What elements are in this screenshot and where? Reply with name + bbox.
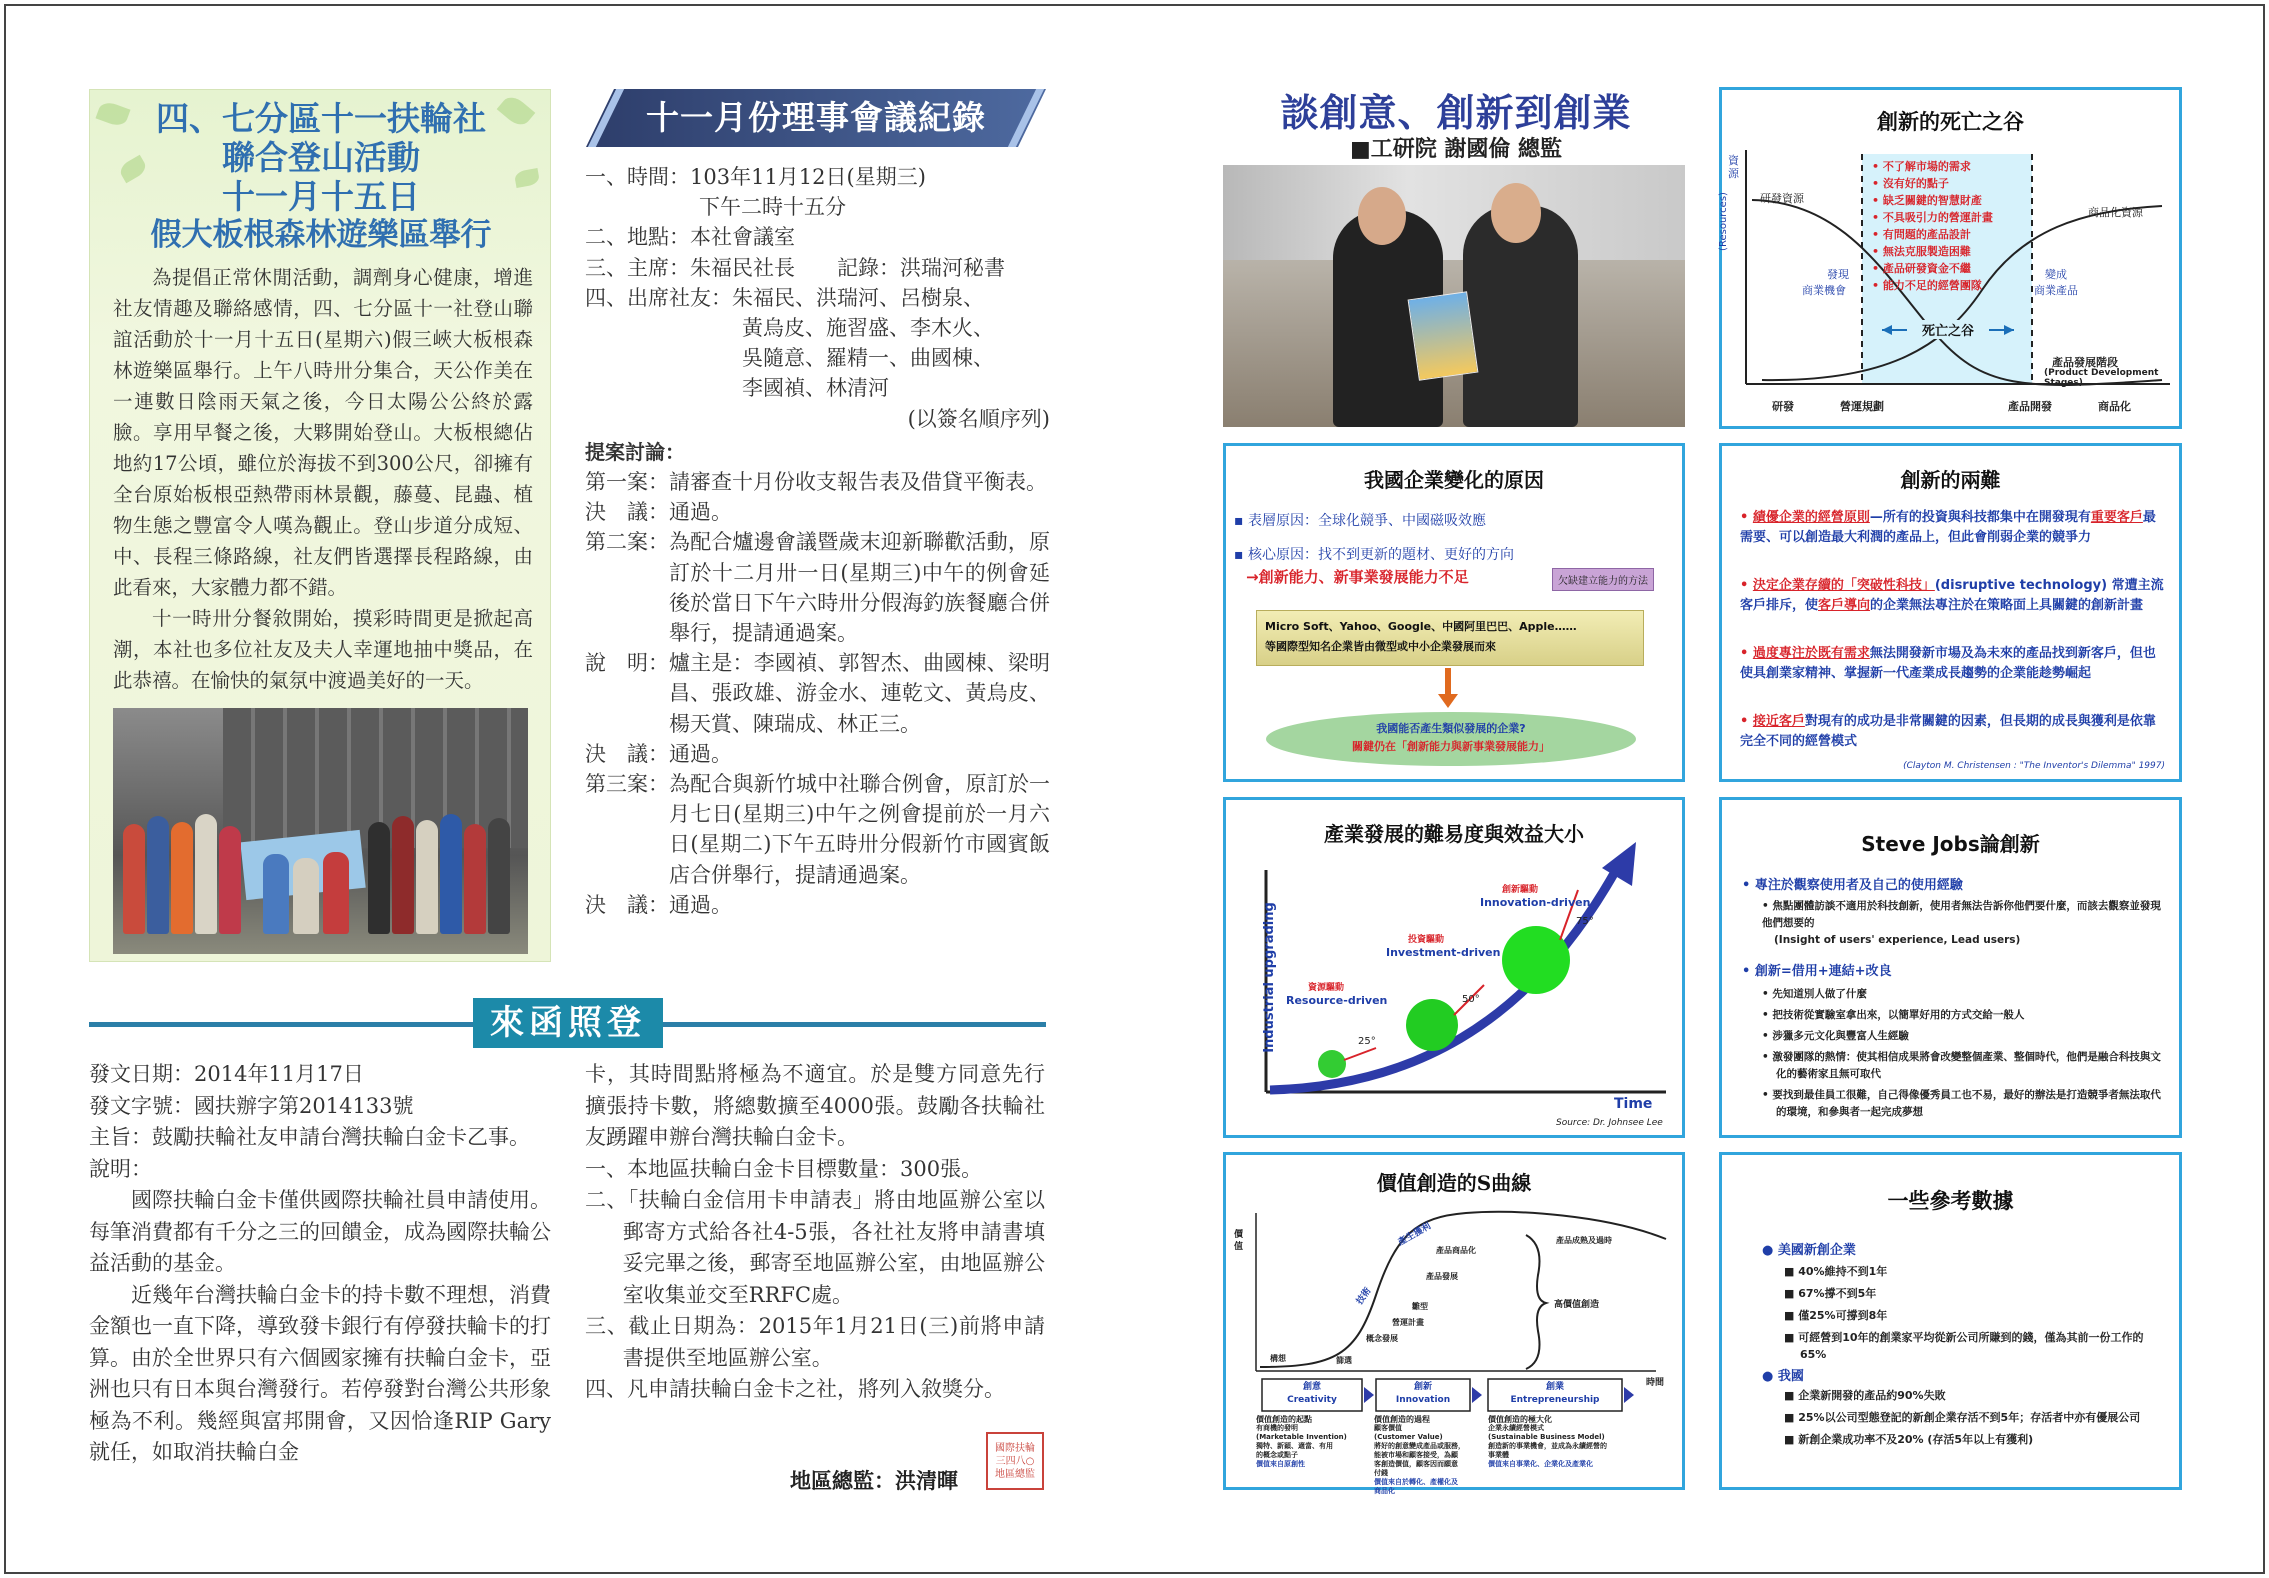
data-point-text: 可經營到10年的創業家平均從新公司所賺到的錢，僅為其前一份工作的65% [1798, 1331, 2144, 1361]
proposal-label: 說 明： [585, 651, 669, 676]
y-axis-label: Industrial upgrading [1261, 902, 1277, 1053]
business-opportunity-label: 商業機會 [1802, 284, 1846, 297]
note-line: 有商機的發明 [1256, 1424, 1298, 1432]
hiking-article [89, 89, 551, 962]
slide-title: 創新的兩難 [1900, 468, 2001, 492]
method-tag: 欠缺建立能力的方法 [1552, 568, 1654, 591]
valley-of-death-label: 死亡之谷 [1907, 320, 1989, 339]
proposal-label: 第二案： [585, 530, 669, 555]
letter-paragraph: 國際扶輪白金卡僅供國際扶輪社員申請使用。每筆消費都有千分之三的回饋金，成為國際扶輪公益活動的基金。 [89, 1188, 551, 1275]
heading-text: 創新=借用+連結+改良 [1754, 964, 1892, 979]
jobs-heading-1: • 專注於觀察使用者及自己的使用經驗 [1742, 878, 1963, 893]
proposal-item [585, 497, 1050, 527]
bullet-text: 表層原因：全球化競爭、中國磁吸效應 [1247, 513, 1486, 529]
letter-paragraph: 近幾年台灣扶輪白金卡的持卡數不理想，消費金額也一直下降，導致發卡銀行有停發扶輪卡的打算。由於全世界只有六個國家擁有扶輪白金卡，亞洲也只有日本與台灣發行。若停發對台灣公共形象極為不利。幾經與富邦開會，又因恰逢RIP Gary就任，如取消扶輪白金 [89, 1282, 551, 1464]
curve-label: 產品發展 [1426, 1272, 1458, 1281]
letter-left-column [89, 1059, 551, 1469]
failure-reason-text: 缺乏關鍵的智慧財產 [1882, 194, 1982, 207]
jobs-point: • 焦點團體訪談不適用於科技創新，使用者無法告訴你他們要什麼，而該去觀察並發現他們想要的 (Insight of users' experience, Lead users) [1762, 900, 2161, 946]
note-line: 價值創造的過程 [1374, 1415, 1430, 1424]
data-point-text: 新創企業成功率不及20% (存活5年以上有獲利) [1798, 1433, 2034, 1446]
point-text: 把技術從實驗室拿出來，以簡單好用的方式交給一般人 [1772, 1009, 2025, 1021]
capability-gap-text: →創新能力、新事業發展能力不足 [1246, 568, 1469, 586]
slide-enterprise-change [1223, 443, 1685, 782]
proposals-title: 提案討論： [585, 439, 685, 464]
stage-label: 研發 [1772, 400, 1794, 413]
data-point: ■ 僅25%可撐到8年 [1784, 1309, 1888, 1322]
letter-reference: 發文字號：國扶辦字第2014133號 [89, 1093, 414, 1118]
ellipse-line: 關鍵仍在「創新能力與新事業發展能力」 [1352, 740, 1550, 753]
data-point: ■ 企業新開發的產品約90%失敗 [1784, 1389, 1946, 1402]
governor-signature: 地區總監：洪清暉 [790, 1469, 958, 1493]
bullet-surface-reason: ▪ 表層原因：全球化競爭、中國磁吸效應 [1234, 513, 1486, 529]
curve-label: 篩選 [1336, 1356, 1352, 1365]
photo-person [323, 852, 349, 934]
failure-reason: • 有問題的產品設計 [1872, 228, 1971, 241]
curve-label: 營運計畫 [1392, 1318, 1424, 1327]
proposal-item [585, 890, 1050, 920]
slide-industrial-upgrading [1223, 797, 1685, 1138]
taiwan-list [1784, 1387, 2164, 1453]
proposal-item [585, 527, 1050, 648]
note-line: (Customer Value) [1374, 1433, 1443, 1441]
note-line: (Marketable Invention) [1256, 1433, 1347, 1441]
hiking-title-line: 假大板根森林遊樂區舉行 [150, 216, 492, 253]
point-text: 涉獵多元文化與豐富人生經驗 [1772, 1030, 1909, 1042]
proposal-text: 請審查十月份收支報告表及借貸平衡表。 [669, 470, 1047, 495]
body-text: 對現有的成功是非常關鍵的因素，但長期的成長與獲利是依靠完全不同的經營模式 [1740, 714, 2156, 749]
curve-label: 高價值創造 [1554, 1300, 1600, 1310]
become-label: 變成 [2045, 268, 2067, 281]
slide-innovators-dilemma [1719, 443, 2182, 782]
jobs-point: • 把技術從實驗室拿出來，以簡單好用的方式交給一般人 [1762, 1009, 2025, 1021]
proposal-label: 決 議： [585, 741, 669, 766]
letter-list-item: 四、凡申請扶輪白金卡之社，將列入敘獎分。 [585, 1377, 1005, 1401]
letter-subject: 主旨：鼓勵扶輪社友申請台灣扶輪白金卡乙事。 [89, 1125, 530, 1149]
jobs-heading-2: • 創新=借用+連結+改良 [1742, 964, 1892, 979]
body-text: (disruptive technology) 常遭主流客戶排斥，使 [1740, 578, 2164, 613]
box-zh: 創業 [1545, 1382, 1564, 1392]
commercial-resources-label: 商品化資源 [2088, 206, 2143, 219]
investment-circle [1406, 999, 1458, 1051]
photo-person [171, 822, 193, 934]
x-axis-label: 時間 [1646, 1378, 1665, 1388]
data-point-text: 僅25%可撐到8年 [1798, 1309, 1888, 1322]
failure-reason: • 不了解市場的需求 [1872, 160, 1971, 173]
failure-reason: • 能力不足的經營團隊 [1872, 279, 1982, 292]
data-point-text: 40%維持不到1年 [1798, 1265, 1888, 1278]
failure-reason-text: 無法克服製造困難 [1882, 245, 1971, 258]
letter-list-item: 一、本地區扶輪白金卡目標數量：300張。 [585, 1156, 983, 1181]
failure-reasons-list [1872, 158, 2032, 294]
note-line: 獨特、新穎、適當、有用 [1256, 1442, 1333, 1450]
seal-text: 國際扶輪三四八○地區總監 [995, 1442, 1035, 1480]
failure-reason: • 缺乏關鍵的智慧財產 [1872, 194, 1982, 207]
highlight-text: 接近客戶 [1752, 714, 1805, 729]
stage-label: 商品化 [2098, 400, 2131, 413]
dilemma-point-1: • 績優企業的經營原則—所有的投資與科技都集中在開發現有重要客戶最需要、可以創造最大利潤的產品上，但此會削弱企業的競爭力 [1740, 510, 2156, 545]
note-line: 企業永續經營模式 [1488, 1424, 1544, 1432]
point-text: 激發團隊的熱情：使其相信成果將會改變整個產業、整個時代，他們是融合科技與文化的藝術家且無可取代 [1772, 1051, 2161, 1080]
failure-reason-text: 產品研發資金不繼 [1882, 262, 1971, 275]
data-point-text: 25%以公司型態登記的新創企業存活不到5年；存活者中亦有優展公司 [1798, 1411, 2141, 1424]
curve-label: 產品商品化 [1436, 1246, 1476, 1255]
proposal-text: 通過。 [669, 741, 732, 766]
failure-reason-text: 不了解市場的需求 [1882, 160, 1971, 173]
highlight-text: 客戶導向 [1818, 598, 1871, 613]
photo-person [464, 824, 486, 934]
note-line: 能被市場和顧客接受，為顧 [1374, 1451, 1458, 1459]
attendees-line: 朱福民、洪瑞河、呂樹泉、 [732, 285, 984, 310]
highlight-text: 重要客戶 [2090, 510, 2143, 525]
body-text: 的企業無法專注於在策略面上具關鍵的創新計畫 [1870, 598, 2144, 613]
us-startups-heading: ● 美國新創企業 [1762, 1243, 1856, 1258]
letter-paragraph: 卡，其時間點將極為不適宜。於是雙方同意先行擴張持卡數，將總數擴至4000張。鼓勵各扶輪社友踴躍申辦台灣扶輪白金卡。 [585, 1062, 1045, 1149]
hiking-body [113, 262, 533, 696]
ellipse-line: 我國能否產生類似發展的企業? [1376, 722, 1526, 735]
jobs-point: • 先知道別人做了什麼 [1762, 988, 1867, 1000]
point-text-en: (Insight of users' experience, Lead users) [1774, 934, 2021, 946]
slide-s-curve [1223, 1152, 1685, 1495]
slide-title: 創新的死亡之谷 [1877, 109, 2024, 134]
proposal-list [585, 467, 1050, 920]
proposal-item [585, 769, 1050, 890]
data-point: ■ 40%維持不到1年 [1784, 1265, 1888, 1278]
note-line: 事業體 [1488, 1451, 1509, 1459]
time-value: 103年11月12日(星期三) [690, 165, 926, 189]
photo-person [440, 814, 462, 934]
chair-value: 朱福民社長 記錄：洪瑞河秘書 [690, 255, 1005, 280]
highlight-text: 績優企業的經營原則 [1752, 510, 1870, 525]
note-line: 顧客價值 [1374, 1424, 1402, 1432]
stage-box-innovation [1376, 1381, 1470, 1407]
stage-angle: 25° [1358, 1036, 1376, 1047]
curve-label: 產品成熟及過時 [1556, 1236, 1612, 1245]
y-axis-label: 資源 [1728, 154, 1739, 180]
innovation-notes [1374, 1415, 1484, 1496]
upgrading-diagram [1226, 800, 1682, 1135]
failure-reason-text: 不具吸引力的營運計畫 [1882, 211, 1993, 224]
heading-text: 專注於觀察使用者及自己的使用經驗 [1754, 878, 1963, 893]
letter-list-item: 三、截止日期為：2015年1月21日(三)前將申請書提供至地區辦公室。 [585, 1314, 1045, 1370]
box-line: Micro Soft、Yahoo、Google、中國阿里巴巴、Apple…… [1265, 620, 1577, 633]
photo-person [368, 822, 390, 934]
photo-person [392, 816, 414, 934]
note-line: (Sustainable Business Model) [1488, 1433, 1605, 1441]
time-value-2: 下午二時十五分 [699, 195, 846, 220]
stage-zh: 創新驅動 [1502, 885, 1539, 895]
speaker-photo [1223, 165, 1685, 427]
proposal-label: 第一案： [585, 470, 669, 495]
curve-label: 雛型 [1412, 1302, 1428, 1311]
box-zh: 創新 [1413, 1382, 1432, 1392]
dilemma-point-4: • 接近客戶對現有的成功是非常關鍵的因素，但長期的成長與獲利是依靠完全不同的經營模式 [1740, 714, 2156, 749]
slide-title: 產業發展的難易度與效益大小 [1324, 822, 1584, 846]
place-label: 二、地點： [585, 225, 690, 250]
dilemma-point-3: • 過度專注於既有需求無法開發新市場及為未來的產品找到新客戶，但也使具創業家精神、掌握新一代產業成長趨勢的企業能趁勢崛起 [1740, 646, 2156, 681]
failure-reason-text: 能力不足的經營團隊 [1882, 279, 1982, 292]
attendees-note: (以簽名順序列) [907, 406, 1050, 431]
dilemma-point-2: • 決定企業存續的「突破性科技」(disruptive technology) 常遭主流客戶排斥，使客戶導向的企業無法專注於在策略面上具關鍵的創新計畫 [1740, 578, 2164, 613]
curve-label: 產生獲利 [1396, 1221, 1433, 1249]
proposal-text: 通過。 [669, 892, 732, 917]
governor-seal [986, 1432, 1044, 1490]
box-en: Entrepreneurship [1510, 1395, 1600, 1405]
jobs-point: • 涉獵多元文化與豐富人生經驗 [1762, 1030, 1909, 1042]
data-point-text: 企業新開發的產品約90%失敗 [1798, 1389, 1946, 1402]
data-point: ■ 可經營到10年的創業家平均從新公司所賺到的錢，僅為其前一份工作的65% [1784, 1331, 2144, 1361]
slide-title: 價值創造的S曲線 [1376, 1171, 1532, 1195]
hiking-title-line: 十一月十五日 [222, 176, 420, 216]
body-text: —所有的投資與科技都集中在開發現有 [1869, 510, 2091, 525]
note-line: 客創造價值，顧客因而願意 [1374, 1460, 1458, 1468]
taiwan-heading: ● 我國 [1762, 1369, 1804, 1384]
hiking-paragraph: 十一時卅分餐敘開始，摸彩時間更是掀起高潮，本社也多位社友及夫人幸運地抽中獎品，在此恭禧。在愉快的氣氛中渡過美好的一天。 [113, 607, 533, 692]
attendees-line: 吳隨意、羅精一、曲國棟、 [742, 346, 994, 371]
body-text: 最需要、可以創造最大利潤的產品上，但此會削弱企業的競爭力 [1740, 510, 2156, 545]
failure-reason-text: 有問題的產品設計 [1882, 228, 1971, 241]
stage-box-entrepreneurship [1488, 1381, 1622, 1407]
failure-reason: • 產品研發資金不繼 [1872, 262, 1971, 275]
slide-title: 我國企業變化的原因 [1364, 468, 1544, 492]
letter-section-title: 來函照登 [473, 998, 663, 1048]
point-text: 焦點團體訪談不適用於科技創新，使用者無法告訴你他們要什麼，而該去觀察並發現他們想要的 [1762, 900, 2161, 929]
note-line: 的概念或點子 [1256, 1451, 1298, 1459]
note-line: 價值創造的極大化 [1488, 1415, 1552, 1424]
x-axis-label: 產品發展階段 [2052, 356, 2118, 369]
proposal-text: 通過。 [669, 500, 732, 525]
source-note: Source: Dr. Johnsee Lee [1556, 1118, 1663, 1128]
research-resources-label: 研發資源 [1760, 192, 1804, 205]
heading-text: 美國新創企業 [1777, 1243, 1856, 1258]
photo-person [263, 854, 289, 934]
hiking-title-line: 聯合登山活動 [222, 137, 420, 177]
stage-box-creativity [1262, 1381, 1362, 1407]
failure-reason: • 無法克服製造困難 [1872, 245, 1971, 258]
hiking-title-line: 四、七分區十一扶輪社 [156, 99, 486, 138]
letter-explain-label: 說明： [89, 1156, 152, 1181]
brace [1526, 1235, 1546, 1369]
note-line: 價值創造的起點 [1256, 1415, 1312, 1424]
proposal-item [585, 648, 1050, 739]
photo-person [195, 814, 217, 934]
board-meeting-minutes [585, 162, 1050, 920]
photo-person [488, 818, 510, 934]
photo-person [123, 824, 145, 934]
commercial-product-label: 商業產品 [2034, 284, 2078, 297]
bullet-core-reason: ▪ 核心原因：找不到更新的題材、更好的方向 [1234, 547, 1514, 563]
box-zh: 創意 [1302, 1382, 1321, 1392]
point-text: 要找到最佳員工很難，自己得像優秀員工也不易，最好的辦法是打造競爭者無法取代的環境，和參與者一起完成夢想 [1772, 1089, 2161, 1118]
resource-circle [1318, 1050, 1346, 1078]
note-line: 商品化 [1374, 1487, 1395, 1495]
proposal-label: 第三案： [585, 772, 669, 797]
x-axis-label-en: (Product Development Stages) [2044, 368, 2159, 388]
article-title: 談創意、創新到創業 [1280, 91, 1632, 135]
stage-angle: 75° [1576, 916, 1594, 927]
entrepreneurship-notes [1488, 1415, 1658, 1469]
note-line: 價值來自事業化、企業化及產業化 [1488, 1460, 1593, 1468]
data-point-text: 67%撐不到5年 [1798, 1287, 1877, 1300]
attendees-line: 李國禎、林清河 [742, 376, 889, 401]
stage-en: Resource-driven [1286, 994, 1388, 1007]
photo-person [219, 826, 241, 934]
data-point: ■ 67%撐不到5年 [1784, 1287, 1877, 1300]
photo-person [416, 820, 438, 934]
attendees-line: 黃烏皮、施習盛、李木火、 [742, 316, 994, 341]
photo-person [293, 858, 319, 934]
stage-en: Innovation-driven [1480, 896, 1591, 909]
x-axis-label: Time [1614, 1096, 1653, 1112]
us-startups-list [1784, 1263, 2164, 1368]
hiking-paragraph: 為提倡正常休閒活動，調劑身心健康，增進社友情趣及聯絡感情，四、七分區十一社登山聯誼活動於十一月十五日(星期六)假三峽大板根森林遊樂區舉行。上午八時卅分集合，天公作美在一連數日陰雨天氣之後，今日太陽公公終於露臉。享用早餐之後，大夥開始登山。大板根總佔地約17公頃，雖位於海拔不到300公尺，卻擁有全台原始板根亞熱帶雨林景觀，藤蔓、昆蟲、植物生態之豐富令人嘆為觀止。登山步道分成短、中、長程三條路線，社友們皆選擇長程路線，由此看來，大家體力都不錯。 [113, 266, 533, 599]
stage-angle: 50° [1462, 994, 1480, 1005]
failure-reason: • 不具吸引力的營運計畫 [1872, 211, 1993, 224]
stage-zh: 資源驅動 [1308, 983, 1345, 993]
stage-en: Investment-driven [1386, 946, 1501, 959]
box-line: 等國際型知名企業皆由微型或中小企業發展而來 [1265, 640, 1496, 653]
innovation-circle [1502, 926, 1570, 994]
slide-steve-jobs [1719, 797, 2182, 1138]
note-line: 價值來自原創性 [1256, 1460, 1305, 1468]
data-point: ■ 新創企業成功率不及20% (存活5年以上有獲利) [1784, 1433, 2034, 1446]
curve-label: 構想 [1270, 1354, 1286, 1363]
letter-date: 發文日期：2014年11月17日 [89, 1062, 364, 1086]
slide-title: Steve Jobs論創新 [1861, 832, 2040, 856]
jobs-point: • 激發團隊的熱情：使其相信成果將會改變整個產業、整個時代，他們是融合科技與文化的藝術家且無可取代 [1762, 1051, 2161, 1080]
note-line: 價值來自於轉化、產權化及 [1374, 1478, 1458, 1486]
note-line: 付錢 [1374, 1469, 1388, 1477]
proposal-item [585, 467, 1050, 497]
box-en: Creativity [1287, 1395, 1337, 1405]
y-axis-label: 價值 [1234, 1230, 1244, 1252]
photo-person [147, 816, 169, 934]
group-photo [113, 708, 528, 954]
curve-label: 技術 [1354, 1286, 1374, 1307]
curve-label: 概念發展 [1366, 1334, 1398, 1343]
proposal-label: 決 議： [585, 500, 669, 525]
proposal-text: 為配合與新竹城中社聯合例會，原訂於一月七日(星期三)中午之例會提前於一月六日(星期二)下午五時卅分假新竹市國賓飯店合併舉行，提請通過案。 [669, 772, 1050, 887]
jobs-list [1762, 986, 2162, 1125]
minutes-banner [586, 89, 1046, 147]
key-question-ellipse [1266, 712, 1636, 766]
chair-label: 三、主席： [585, 255, 690, 280]
place-value: 本社會議室 [690, 225, 795, 250]
discover-label: 發現 [1827, 268, 1849, 281]
heading-text: 我國 [1777, 1369, 1804, 1384]
proposal-label: 決 議： [585, 892, 669, 917]
failure-reason-text: 沒有好的點子 [1882, 177, 1949, 190]
time-label: 一、時間： [585, 165, 690, 189]
data-point: ■ 25%以公司型態登記的新創企業存活不到5年；存活者中亦有優展公司 [1784, 1411, 2141, 1424]
slide-title: 一些參考數據 [1887, 1188, 2014, 1213]
point-text: 先知道別人做了什麼 [1772, 988, 1867, 1000]
note-line: 創造新的事業機會，並成為永續經營的 [1488, 1442, 1607, 1450]
y-axis-label-en: (Resources) [1717, 192, 1729, 251]
highlight-text: 過度專注於既有需求 [1752, 646, 1870, 661]
failure-reason: • 沒有好的點子 [1872, 177, 1949, 190]
article-author: ■工研院 謝國倫 總監 [1349, 137, 1563, 162]
creativity-notes [1256, 1415, 1366, 1469]
stage-label: 產品開發 [2008, 400, 2052, 413]
attendees-label: 四、出席社友： [585, 285, 732, 310]
jobs-point: • 要找到最佳員工很難，自己得像優秀員工也不易，最好的辦法是打造競爭者無法取代的環境，和參與者一起完成夢想 [1762, 1089, 2161, 1118]
body-text: 無法開發新市場及為未來的產品找到新客戶，但也使具創業家精神、掌握新一代產業成長趨勢的企業能趁勢崛起 [1740, 646, 2156, 681]
hiking-title [90, 100, 552, 253]
note-line: 將好的創意變成產品或服務， [1374, 1442, 1465, 1450]
slide-reference-data [1719, 1152, 2182, 1490]
proposal-text: 為配合爐邊會議暨歲末迎新聯歡活動，原訂於十二月卅一日(星期三)中午的例會延後於當日下午六時卅分假海釣族餐廳合併舉行，提請通過案。 [669, 530, 1050, 646]
stage-label: 營運規劃 [1840, 400, 1884, 413]
slide-valley-of-death [1719, 87, 2182, 429]
citation: (Clayton M. Christensen : "The Inventor's Dilemma" 1997) [1903, 761, 2165, 771]
bullet-text: 核心原因：找不到更新的題材、更好的方向 [1247, 547, 1514, 563]
proposal-text: 爐主是：李國禎、郭智杰、曲國棟、梁明昌、張政雄、游金水、連乾文、黃烏皮、楊天賞、陳瑞成、林正三。 [669, 651, 1050, 736]
box-en: Innovation [1395, 1395, 1451, 1405]
highlight-text: 決定企業存續的「突破性科技」 [1752, 578, 1935, 593]
stage-zh: 投資驅動 [1408, 935, 1445, 945]
proposal-item [585, 739, 1050, 769]
photo-gift [1408, 291, 1479, 381]
letter-list-item: 二、「扶輪白金信用卡申請表」將由地區辦公室以郵寄方式給各社4-5張，各社社友將申請書填妥完畢之後，郵寄至地區辦公室，由地區辦公室收集並交至RRFC處。 [585, 1188, 1045, 1307]
minutes-title: 十一月份理事會議紀錄 [646, 98, 986, 137]
letter-right-column [585, 1059, 1045, 1406]
